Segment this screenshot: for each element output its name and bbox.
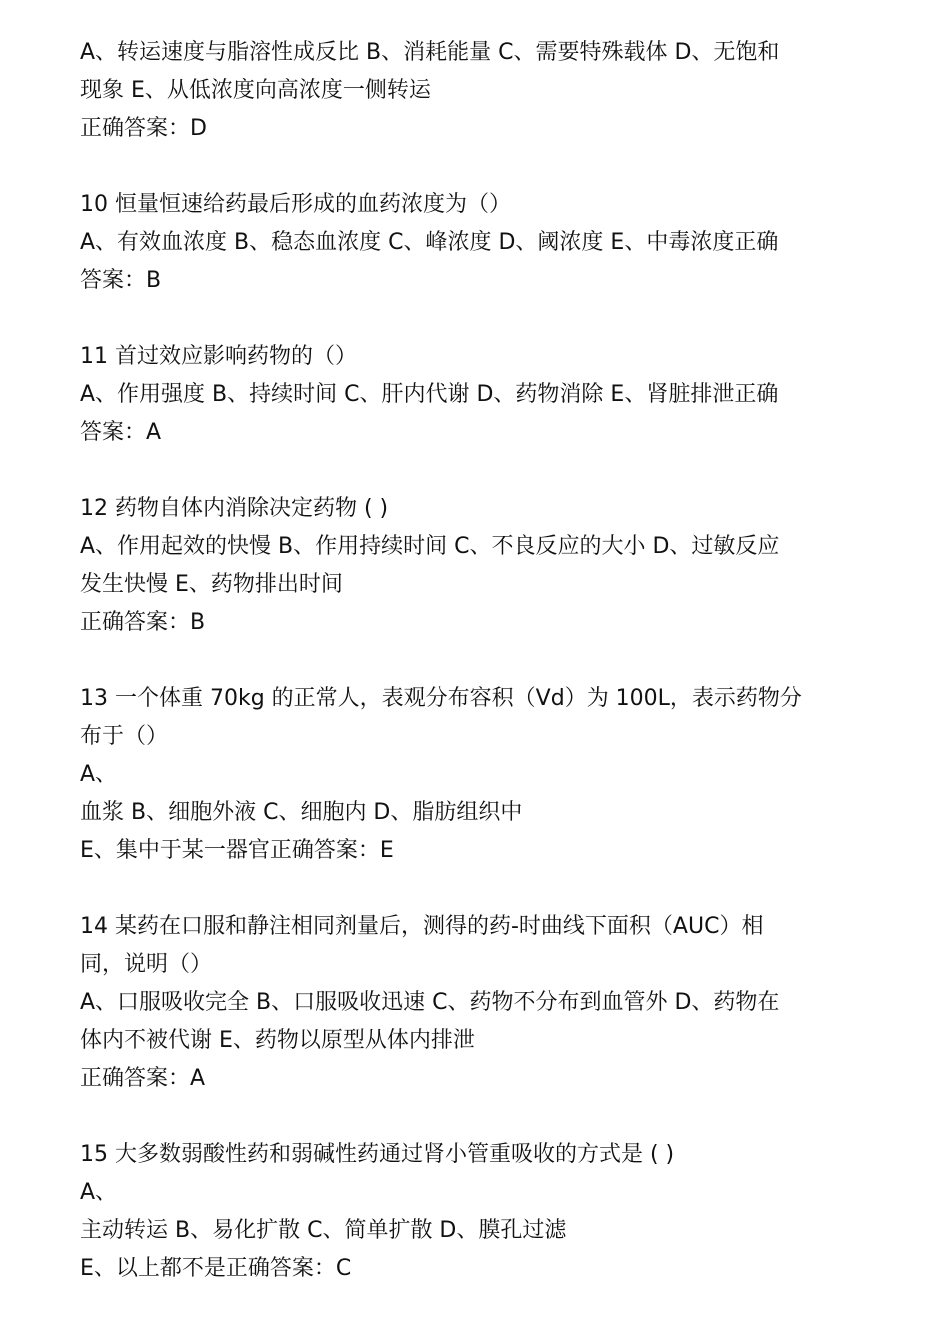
question-text-line: A、有效血浓度 B、稳态血浓度 C、峰浓度 D、阈浓度 E、中毒浓度正确: [80, 230, 779, 255]
question-block: [80, 186, 880, 300]
question-text-line: 正确答案：D: [80, 116, 207, 141]
question-text-line: 14 某药在口服和静注相同剂量后，测得的药-时曲线下面积（AUC）相: [80, 914, 764, 939]
question-text-line: 血浆 B、细胞外液 C、细胞内 D、脂肪组织中: [80, 800, 523, 825]
question-block: [80, 1136, 880, 1288]
question-text-line: 布于（）: [80, 724, 169, 749]
question-text-line: A、作用起效的快慢 B、作用持续时间 C、不良反应的大小 D、过敏反应: [80, 534, 780, 559]
question-text-line: 体内不被代谢 E、药物以原型从体内排泄: [80, 1028, 475, 1053]
question-block: [80, 338, 880, 452]
question-text-line: 同，说明（）: [80, 952, 213, 977]
question-spacer: [80, 452, 880, 490]
document-page: [80, 34, 880, 1288]
question-text-line: E、以上都不是正确答案：C: [80, 1256, 352, 1281]
question-block: [80, 490, 880, 642]
question-block: [80, 908, 880, 1098]
question-spacer: [80, 148, 880, 186]
question-text-line: 正确答案：B: [80, 610, 206, 635]
question-text-line: 答案：B: [80, 268, 162, 293]
question-spacer: [80, 1098, 880, 1136]
question-text-line: 12 药物自体内消除决定药物 ( ): [80, 496, 389, 521]
question-text-line: A、: [80, 1180, 118, 1205]
question-text-line: 11 首过效应影响药物的（）: [80, 344, 357, 369]
question-text-line: 答案：A: [80, 420, 162, 445]
question-text-line: E、集中于某一器官正确答案：E: [80, 838, 394, 863]
question-text-line: 正确答案：A: [80, 1066, 206, 1091]
question-text-line: 10 恒量恒速给药最后形成的血药浓度为（）: [80, 192, 511, 217]
question-block: [80, 34, 880, 148]
question-spacer: [80, 870, 880, 908]
question-text-line: A、口服吸收完全 B、口服吸收迅速 C、药物不分布到血管外 D、药物在: [80, 990, 780, 1015]
question-text-line: 现象 E、从低浓度向高浓度一侧转运: [80, 78, 431, 103]
question-text-line: 13 一个体重 70kg 的正常人，表观分布容积（Vd）为 100L，表示药物分: [80, 686, 802, 711]
question-spacer: [80, 642, 880, 680]
question-text-line: A、作用强度 B、持续时间 C、肝内代谢 D、药物消除 E、肾脏排泄正确: [80, 382, 779, 407]
question-spacer: [80, 300, 880, 338]
question-text-line: 15 大多数弱酸性药和弱碱性药通过肾小管重吸收的方式是 ( ): [80, 1142, 675, 1167]
question-text-line: A、: [80, 762, 118, 787]
question-text-line: A、转运速度与脂溶性成反比 B、消耗能量 C、需要特殊载体 D、无饱和: [80, 40, 780, 65]
question-block: [80, 680, 880, 870]
question-text-line: 发生快慢 E、药物排出时间: [80, 572, 343, 597]
question-text-line: 主动转运 B、易化扩散 C、简单扩散 D、膜孔过滤: [80, 1218, 567, 1243]
